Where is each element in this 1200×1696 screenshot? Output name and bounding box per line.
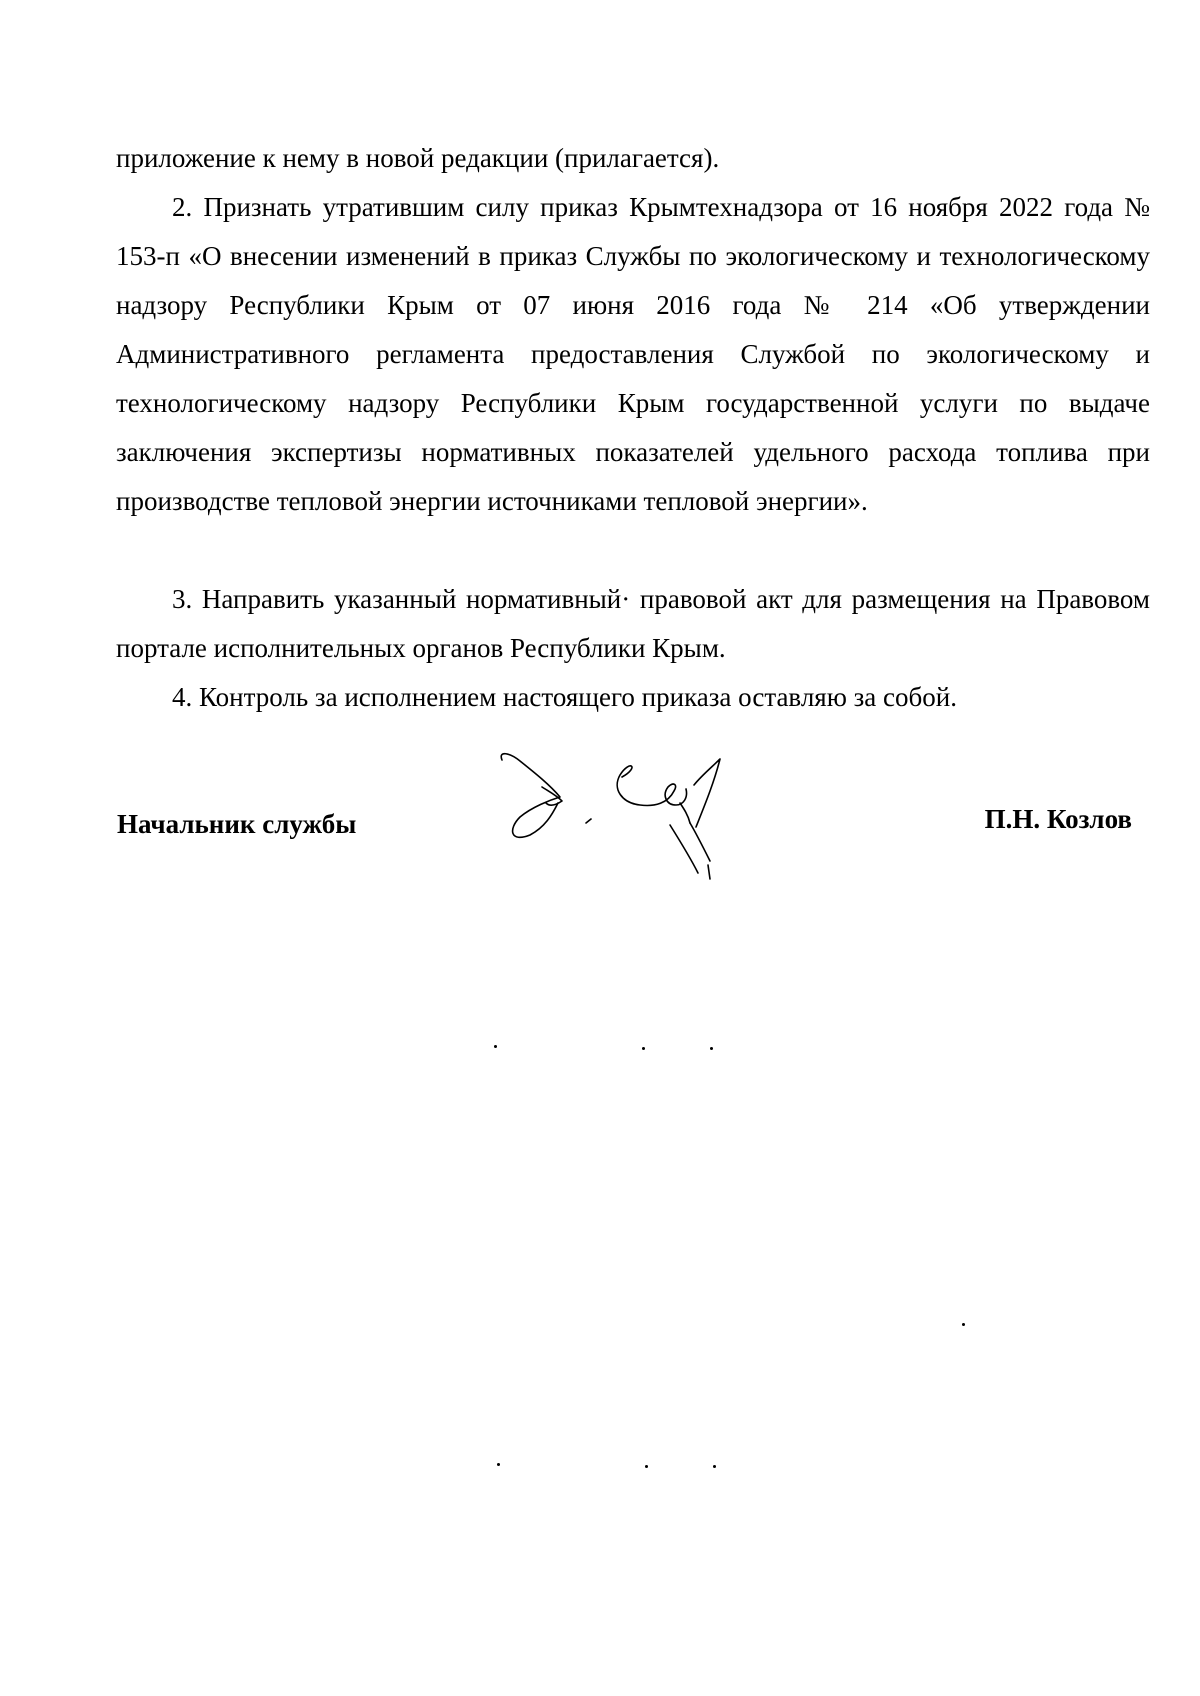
scan-speck (494, 1045, 497, 1048)
handwritten-signature (490, 745, 790, 905)
scan-speck (645, 1465, 648, 1468)
paragraph-2: 2. Признать утратившим силу приказ Крымтехнадзора от 16 ноября 2022 года № 153-п «О внесении изменений в приказ Службы по экологическому и технологическому надзору Республики Крым от 07 июня 2016 года № 214 «Об утверждении Административного регламента предоставления Службой по экологическому и технологическому надзору Республики Крым государственной услуги по выдаче заключения экспертизы нормативных показателей удельного расхода топлива при производстве тепловой энергии источниками тепловой энергии». (116, 192, 1150, 516)
signatory-position: Начальник службы (117, 809, 357, 839)
scan-speck (713, 1465, 716, 1468)
paragraph-3: 3. Направить указанный нормативный· правовой акт для размещения на Правовом портале исполнительных органов Республики Крым. (116, 584, 1150, 663)
scan-speck (497, 1463, 500, 1466)
paragraph-continuation: приложение к нему в новой редакции (прилагается). (116, 143, 720, 173)
paragraph-4: 4. Контроль за исполнением настоящего приказа оставляю за собой. (172, 682, 957, 712)
scan-speck (710, 1047, 713, 1050)
signatory-name: П.Н. Козлов (984, 804, 1132, 834)
scan-speck (962, 1323, 965, 1326)
scan-speck (642, 1047, 645, 1050)
